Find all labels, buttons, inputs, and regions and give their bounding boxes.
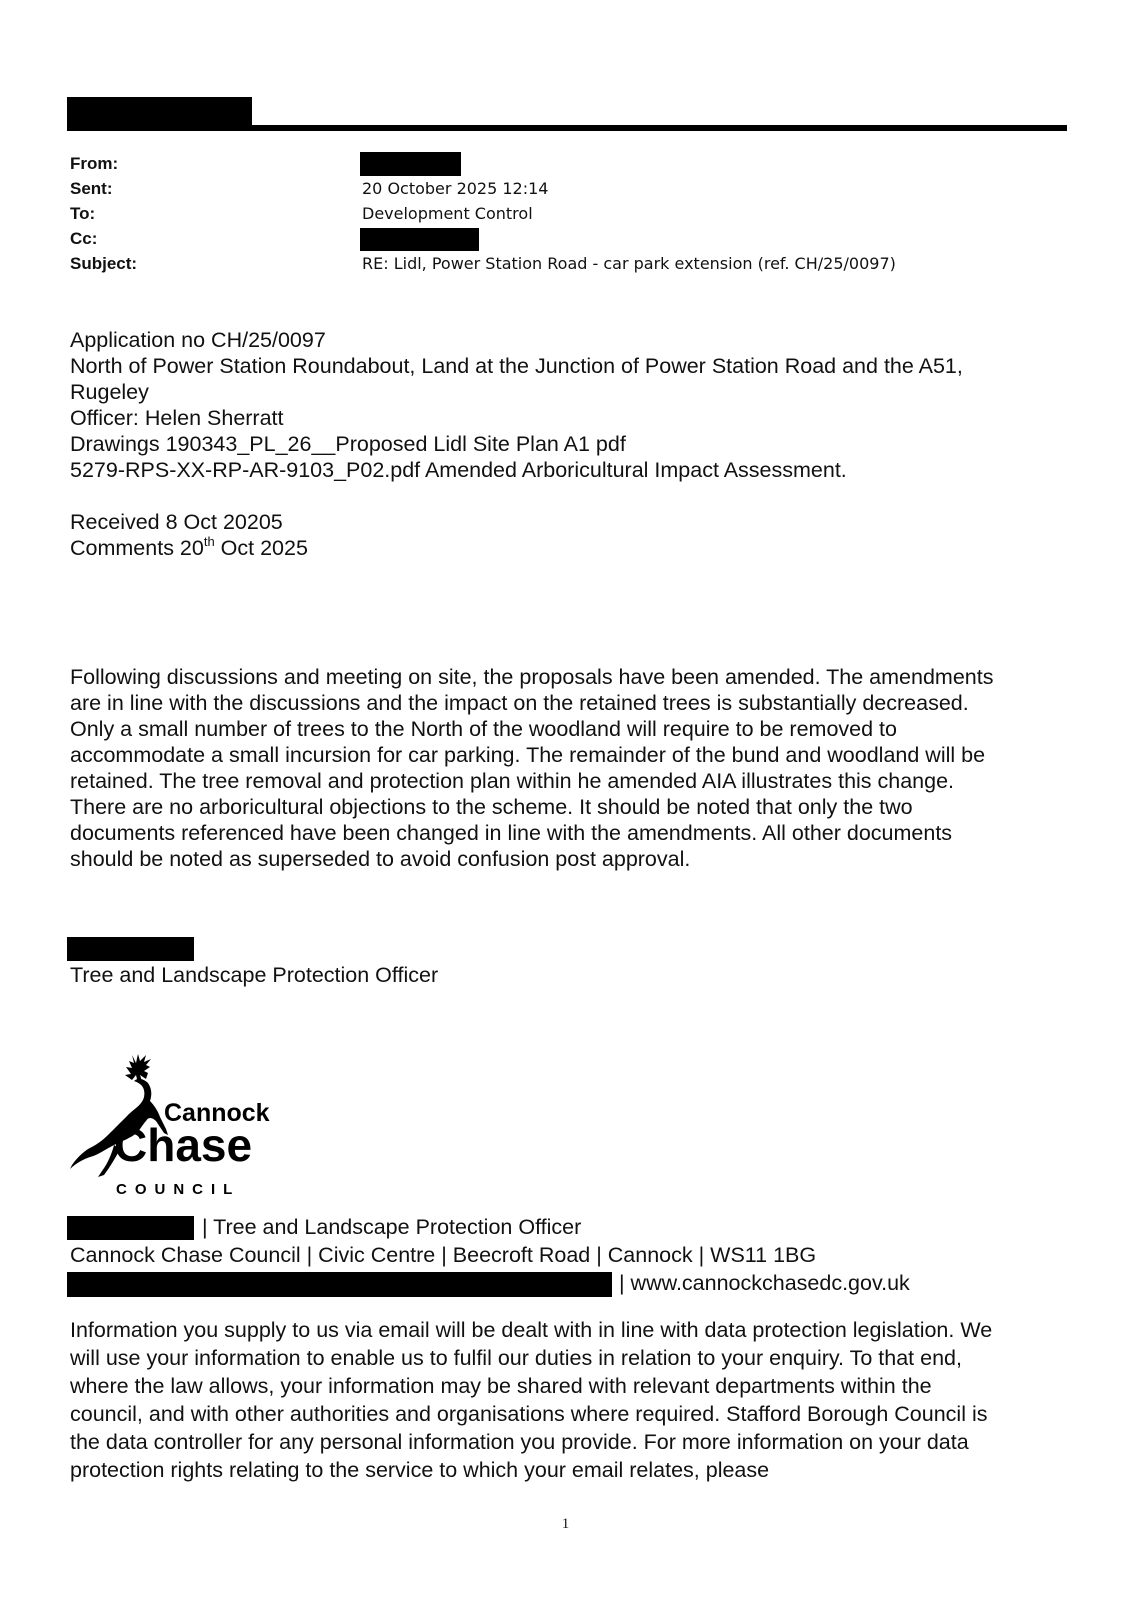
application-location: North of Power Station Roundabout, Land at the Junction of Power Station Road and the A51,: [70, 354, 963, 378]
comments-date: [70, 535, 308, 561]
page-number: 1: [561, 1516, 570, 1532]
comment-line: Only a small number of trees to the North of the woodland will require to be removed to: [70, 717, 897, 741]
logo-text-council: COUNCIL: [116, 1181, 241, 1198]
comment-line: There are no arboricultural objections to the scheme. It should be noted that only the two: [70, 795, 913, 819]
disclaimer-line: where the law allows, your information may be shared with relevant departments within the: [70, 1374, 932, 1398]
comment-line: should be noted as superseded to avoid confusion post approval.: [70, 847, 691, 871]
redacted-sender-name: [67, 97, 252, 127]
to-label: To:: [70, 204, 96, 223]
subject-value: RE: Lidl, Power Station Road - car park extension (ref. CH/25/0097): [362, 254, 896, 273]
redacted-contact-details: [67, 1272, 612, 1297]
disclaimer-line: council, and with other authorities and organisations where required. Stafford Borough Council is: [70, 1402, 988, 1426]
from-label: From:: [70, 154, 119, 173]
comments-date-ordinal: th: [203, 534, 215, 549]
application-number: Application no CH/25/0097: [70, 328, 326, 352]
redacted-officer-name-2: [67, 1216, 194, 1240]
application-drawings: Drawings 190343_PL_26__Proposed Lidl Site Plan A1 pdf: [70, 432, 626, 456]
application-officer: Officer: Helen Sherratt: [70, 406, 284, 430]
comment-line: are in line with the discussions and the impact on the retained trees is substantially decreased.: [70, 691, 969, 715]
comments-date-suffix: Oct 2025: [214, 536, 308, 560]
sent-value: 20 October 2025 12:14: [362, 179, 549, 198]
cannock-chase-council-logo: [68, 1053, 278, 1198]
redacted-officer-name: [67, 937, 194, 961]
application-location-town: Rugeley: [70, 380, 149, 404]
logo-text-chase: Chase: [114, 1119, 253, 1171]
application-assessment: 5279-RPS-XX-RP-AR-9103_P02.pdf Amended Arboricultural Impact Assessment.: [70, 458, 847, 482]
signature-role: | Tree and Landscape Protection Officer: [202, 1215, 582, 1239]
comment-line: documents referenced have been changed in line with the amendments. All other documents: [70, 821, 953, 845]
sent-label: Sent:: [70, 179, 113, 198]
disclaimer-line: will use your information to enable us to fulfil our duties in relation to your enquiry. To that end,: [70, 1346, 962, 1370]
received-date: Received 8 Oct 20205: [70, 510, 283, 534]
redacted-from-value: [360, 152, 461, 176]
redacted-cc-value: [360, 228, 479, 251]
logo-text-cannock: Cannock: [164, 1099, 270, 1127]
comment-line: accommodate a small incursion for car parking. The remainder of the bund and woodland will be: [70, 743, 986, 767]
disclaimer-line: protection rights relating to the service to which your email relates, please: [70, 1458, 770, 1482]
to-value: Development Control: [362, 204, 533, 223]
header-rule: [67, 125, 1067, 131]
officer-title: Tree and Landscape Protection Officer: [70, 963, 439, 987]
disclaimer-line: the data controller for any personal information you provide. For more information on your data: [70, 1430, 969, 1454]
comment-line: Following discussions and meeting on site, the proposals have been amended. The amendments: [70, 665, 994, 689]
signature-website: | www.cannockchasedc.gov.uk: [619, 1271, 910, 1295]
disclaimer-line: Information you supply to us via email will be dealt with in line with data protection legislation. We: [70, 1318, 993, 1342]
comment-line: retained. The tree removal and protection plan within he amended AIA illustrates this change.: [70, 769, 955, 793]
subject-label: Subject:: [70, 254, 138, 273]
signature-address: Cannock Chase Council | Civic Centre | Beecroft Road | Cannock | WS11 1BG: [70, 1243, 817, 1267]
cc-label: Cc:: [70, 229, 98, 248]
comments-date-prefix: Comments 20: [70, 536, 204, 560]
